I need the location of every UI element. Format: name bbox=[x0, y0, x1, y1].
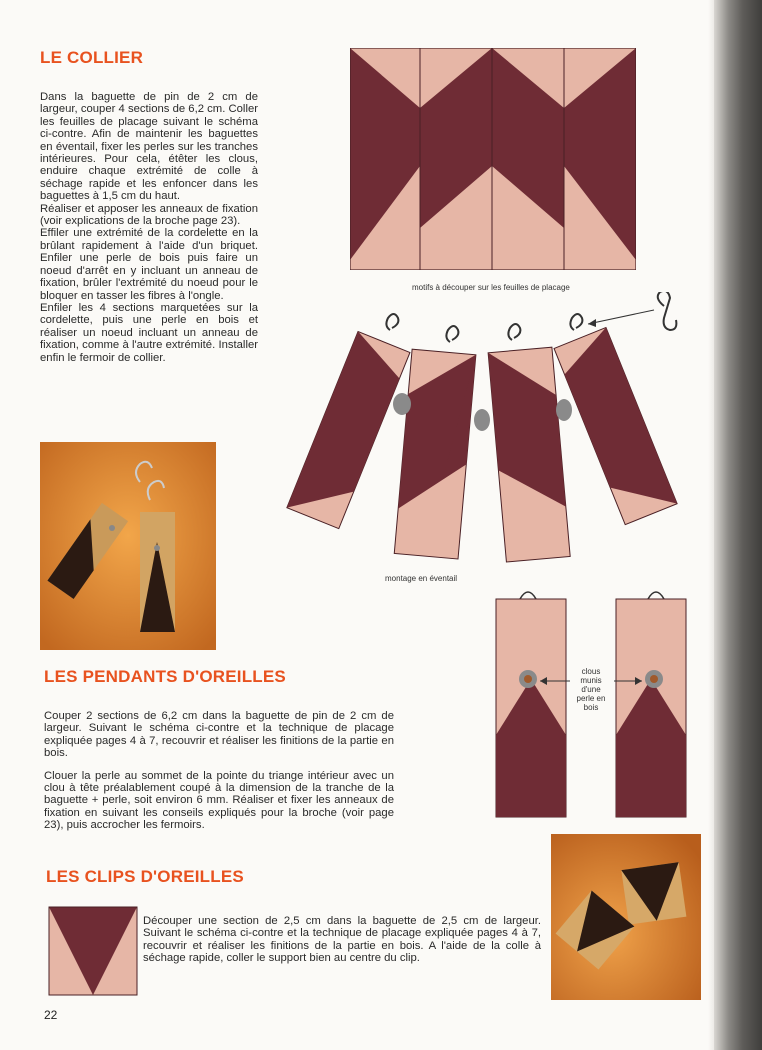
collier-paragraph-2: Réaliser et apposer les anneaux de fixation (voir explications de la broche page 23). bbox=[40, 202, 258, 228]
clasp-arrow bbox=[588, 310, 654, 324]
book-spine bbox=[714, 0, 762, 1050]
hook-3 bbox=[508, 324, 520, 340]
clous-label-line-5: bois bbox=[583, 703, 599, 712]
bead-2 bbox=[474, 409, 490, 431]
collier-text bbox=[40, 91, 258, 364]
page-number: 22 bbox=[44, 1008, 58, 1022]
clous-label-line-2: munis bbox=[580, 676, 602, 685]
fan-montage-diagram bbox=[262, 292, 702, 582]
necklace-piece-3 bbox=[488, 347, 570, 562]
caption-motifs: motifs à découper sur les feuilles de placage bbox=[412, 283, 570, 292]
clous-label bbox=[568, 667, 614, 712]
earring-left bbox=[496, 592, 566, 817]
clasp-s-hook bbox=[658, 292, 677, 330]
hook-4 bbox=[570, 314, 582, 330]
necklace-piece-2 bbox=[394, 349, 476, 559]
clous-label-line-3: d'une bbox=[581, 685, 601, 694]
photo-clips bbox=[551, 834, 701, 1000]
pendants-paragraph-2: Clouer la perle au sommet de la pointe du triange intérieur avec un clou à tête préalablement coupé à la dimension de la tranche de la baguette + perle, soit environ 6 mm. Réaliser et fixer les anneaux de fixation en suivant les conseils expliqués pour la broche (voir page 23), puis accrocher les fermoirs. bbox=[44, 769, 394, 832]
collier-paragraph-4: Enfiler les 4 sections marquetées sur la cordelette, puis une perle en bois et réaliser un noeud incluant un anneau de fixation, comme à l'autre extrémité. Installer enfin le fermoir de collier. bbox=[40, 301, 258, 364]
pendants-paragraph-1: Couper 2 sections de 6,2 cm dans la baguette de pin de 2 cm de largeur. Suivant le schéma ci-contre et la technique de placage expliquée pages 4 à 7, recouvrir et réaliser les finitions de la partie en bois. bbox=[44, 710, 394, 760]
clips-text bbox=[143, 915, 541, 965]
clips-title: LES CLIPS D'OREILLES bbox=[46, 867, 244, 886]
clips-paragraph-1: Découper une section de 2,5 cm dans la baguette de 2,5 cm de largeur. Suivant le schéma ci-contre et la technique de placage expliquée pages 4 à 7, recouvrir et réaliser les finitions de la partie en bois. A l'aide de la colle à séchage rapide, coller le support bien au centre du clip. bbox=[143, 915, 541, 965]
collier-title: LE COLLIER bbox=[40, 48, 144, 67]
bead-1 bbox=[393, 393, 411, 415]
collier-paragraph-3: Effiler une extrémité de la cordelette en la brûlant rapidement à l'aide d'un briquet. Enfiler une perle de bois puis faire un noeud d'arrêt en y incluant un anneau de fixation, brûler l'extrémité du noeud pour le bloquer en tasser les fibres à l'ongle. bbox=[40, 227, 258, 302]
necklace-piece-4 bbox=[554, 328, 677, 525]
pendants-title: LES PENDANTS D'OREILLES bbox=[44, 667, 286, 686]
hook-1 bbox=[386, 314, 398, 330]
clous-label-line-4: perle en bbox=[576, 694, 606, 703]
photo-pendants bbox=[40, 442, 216, 650]
clip-pattern-diagram bbox=[48, 906, 138, 996]
caption-montage: montage en éventail bbox=[385, 574, 458, 583]
hook-2 bbox=[446, 326, 458, 342]
pendants-text bbox=[44, 710, 394, 832]
collier-paragraph-1: Dans la baguette de pin de 2 cm de largeur, couper 4 sections de 6,2 cm. Coller les feuilles de placage suivant le schéma ci-contre. Afin de maintenir les baguettes en éventail, fixer les perles sur les tranches intérieures. Pour cela, étêter les clous, enduire chaque extrémité de colle à séchage rapide et les enfoncer dans les baguettes à 1,5 cm du haut. bbox=[40, 91, 258, 203]
earring-right bbox=[616, 592, 686, 817]
veneer-pattern-diagram bbox=[350, 48, 636, 270]
clous-label-line-1: clous bbox=[581, 667, 601, 676]
necklace-piece-1 bbox=[287, 332, 410, 529]
bead-3 bbox=[556, 399, 572, 421]
